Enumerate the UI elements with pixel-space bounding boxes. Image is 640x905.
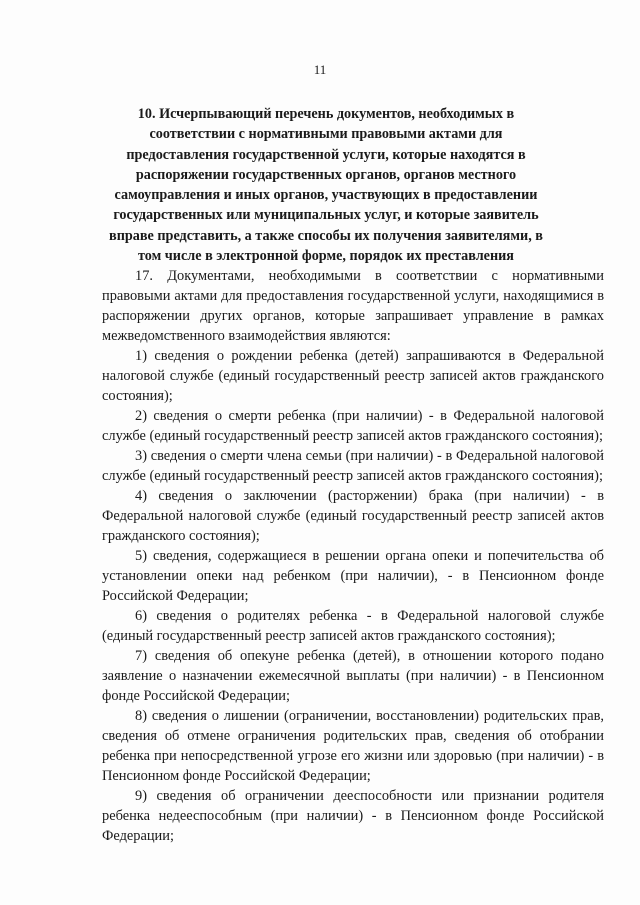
list-item: 6) сведения о родителях ребенка - в Федеральной налоговой службе (единый государственный реестр записей актов гражданского состояния); (102, 608, 604, 644)
list-item: 8) сведения о лишении (ограничении, восстановлении) родительских прав, сведения об отмене ограничения родительских прав, сведения об отобрании ребенка при непосредственной угрозе его жизни или здоровью (при наличии) - в Пенсионном фонде Российской Федерации; (102, 708, 604, 784)
list-item: 7) сведения об опекуне ребенка (детей), в отношении которого подано заявление о назначении ежемесячной выплаты (при наличии) - в Пенсионном фонде Российской Федерации; (102, 648, 604, 704)
list-item: 1) сведения о рождении ребенка (детей) запрашиваются в Федеральной налоговой службе (единый государственный реестр записей актов гражданского состояния); (102, 348, 604, 404)
document-body (102, 266, 604, 846)
list-item: 9) сведения об ограничении дееспособности или признании родителя ребенка недееспособным (при наличии) - в Пенсионном фонде Российской Федерации; (102, 788, 604, 844)
list-item: 2) сведения о смерти ребенка (при наличии) - в Федеральной налоговой службе (единый государственный реестр записей актов гражданского состояния); (102, 408, 604, 444)
list-item: 4) сведения о заключении (расторжении) брака (при наличии) - в Федеральной налоговой службе (единый государственный реестр записей актов гражданского состояния); (102, 488, 604, 544)
list-item: 3) сведения о смерти члена семьи (при наличии) - в Федеральной налоговой службе (единый государственный реестр записей актов гражданского состояния); (102, 448, 604, 484)
paragraph-intro: 17. Документами, необходимыми в соответствии с нормативными правовыми актами для предоставления государственной услуги, находящимися в распоряжении других органов, которые запрашивает управление в рамках межведомственного взаимодействия являются: (102, 268, 604, 344)
section-heading: 10. Исчерпывающий перечень документов, необходимых в соответствии с нормативными правовыми актами для предоставления государственной услуги, которые находятся в распоряжении государственных органов, органов местного самоуправления и иных органов, участвующих в предоставлении государственных или муниципальных услуг, и которые заявитель вправе представить, а также способы их получения заявителями, в том числе в электронной форме, порядок их преставления (109, 106, 543, 265)
page-number: 11 (313, 62, 327, 77)
list-item: 5) сведения, содержащиеся в решении органа опеки и попечительства об установлении опеки над ребенком (при наличии), - в Пенсионном фонде Российской Федерации; (102, 548, 604, 604)
